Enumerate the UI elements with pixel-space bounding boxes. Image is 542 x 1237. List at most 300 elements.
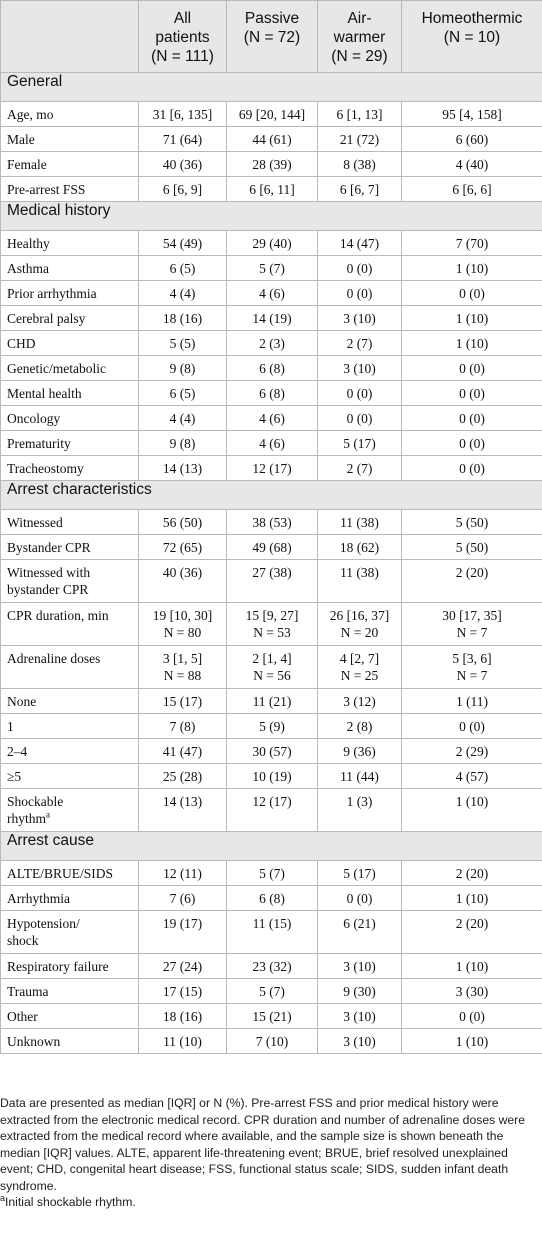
cell-text: 0 (0) bbox=[346, 411, 373, 426]
table-cell bbox=[227, 431, 318, 456]
row-label-text: Unknown bbox=[7, 1034, 61, 1049]
table-cell bbox=[402, 911, 542, 954]
header-text: (N = 29) bbox=[331, 48, 388, 65]
row-label-text: Cerebral palsy bbox=[7, 311, 86, 326]
row-label bbox=[1, 406, 139, 431]
row-label bbox=[1, 603, 139, 646]
table-cell bbox=[318, 456, 402, 481]
table-cell bbox=[139, 979, 227, 1004]
row-label-text: Prematurity bbox=[7, 436, 71, 451]
row-label-text: Female bbox=[7, 157, 47, 172]
cell-text: 12 (11) bbox=[163, 866, 202, 881]
cell-text: 69 [20, 144] bbox=[238, 107, 306, 122]
header-text: (N = 111) bbox=[151, 48, 214, 65]
cell-text: 6 [6, 6] bbox=[452, 182, 492, 197]
table-row bbox=[1, 646, 542, 689]
row-label-text: None bbox=[7, 694, 37, 709]
table-cell bbox=[227, 231, 318, 256]
table-row bbox=[1, 456, 542, 481]
cell-text: 11 (21) bbox=[252, 694, 292, 709]
cell-text: 31 [6, 135] bbox=[152, 107, 213, 122]
footnote-text: Data are presented as median [IQR] or N (%). Pre-arrest FSS and prior medical history were extracted from the electronic medical record. CPR duration and number of adrenaline doses were extracted from the medical record where available, and the sample size is shown beneath the median [IQR] values. ALTE, apparent life-threatening event; BRUE, brief resolved unexplained event; CHD, congenital heart disease; FSS, functional status scale; SIDS, sudden infant death syndrome. bbox=[0, 1096, 526, 1193]
header-blank bbox=[1, 1, 139, 73]
table-row bbox=[1, 560, 542, 603]
row-label-text: Adrenaline doses bbox=[7, 651, 101, 666]
cell-text: 0 (0) bbox=[346, 386, 373, 401]
table-cell bbox=[139, 954, 227, 979]
header-air-warmer bbox=[318, 1, 402, 73]
table-cell bbox=[227, 127, 318, 152]
table-row bbox=[1, 911, 542, 954]
table-cell bbox=[402, 789, 542, 832]
header-row bbox=[1, 1, 542, 73]
header-text: patients bbox=[155, 29, 210, 46]
table-row bbox=[1, 331, 542, 356]
row-label bbox=[1, 127, 139, 152]
cell-text: 4 (4) bbox=[169, 411, 196, 426]
table-cell bbox=[402, 954, 542, 979]
cell-text: 1 (10) bbox=[455, 891, 489, 906]
row-label-text: Pre-arrest FSS bbox=[7, 182, 86, 197]
table-cell bbox=[402, 510, 542, 535]
table-cell bbox=[227, 714, 318, 739]
table-cell bbox=[139, 1029, 227, 1054]
row-label-text: rhythm bbox=[7, 811, 46, 826]
table-cell bbox=[318, 603, 402, 646]
table-cell bbox=[139, 764, 227, 789]
table-cell bbox=[402, 177, 542, 202]
table-cell bbox=[139, 861, 227, 886]
cell-text: 4 (57) bbox=[455, 769, 489, 784]
row-label-text: Genetic/metabolic bbox=[7, 361, 106, 376]
cell-text: 1 (10) bbox=[455, 261, 489, 276]
cell-text: 4 (6) bbox=[259, 286, 285, 301]
cell-text: 2 (20) bbox=[455, 916, 489, 931]
table-cell bbox=[227, 152, 318, 177]
row-label bbox=[1, 560, 139, 603]
row-label bbox=[1, 1004, 139, 1029]
cell-text: N = 7 bbox=[456, 668, 488, 683]
cell-text: 21 (72) bbox=[339, 132, 380, 147]
row-label-text: CPR duration, min bbox=[7, 608, 109, 623]
header-text: (N = 10) bbox=[443, 29, 501, 46]
cell-text: 3 (10) bbox=[343, 1009, 376, 1024]
cell-text: 6 (8) bbox=[259, 386, 285, 401]
table-cell bbox=[402, 256, 542, 281]
footnote-marker-text: Initial shockable rhythm. bbox=[5, 1195, 136, 1209]
row-label-text: Witnessed bbox=[7, 515, 63, 530]
row-label bbox=[1, 281, 139, 306]
cell-text: 5 (17) bbox=[343, 866, 376, 881]
table-cell bbox=[227, 861, 318, 886]
table-cell bbox=[139, 431, 227, 456]
table-row bbox=[1, 739, 542, 764]
cell-text: N = 20 bbox=[340, 625, 379, 640]
cell-text: 1 (11) bbox=[455, 694, 489, 709]
cell-text: 3 (10) bbox=[343, 959, 376, 974]
table-cell bbox=[227, 560, 318, 603]
cell-text: 49 (68) bbox=[252, 540, 292, 555]
table-row bbox=[1, 127, 542, 152]
row-label-text: Healthy bbox=[7, 236, 50, 251]
cell-text: 6 (21) bbox=[343, 916, 376, 931]
row-label-text: Asthma bbox=[7, 261, 49, 276]
table-cell bbox=[139, 510, 227, 535]
table-cell bbox=[318, 431, 402, 456]
cell-text: 12 (17) bbox=[252, 794, 292, 809]
table-cell bbox=[318, 510, 402, 535]
table-row bbox=[1, 979, 542, 1004]
table-cell bbox=[318, 979, 402, 1004]
row-label-text: Arrhythmia bbox=[7, 891, 70, 906]
cell-text: 18 (16) bbox=[162, 1009, 203, 1024]
header-homeothermic bbox=[402, 1, 542, 73]
row-label-text: bystander CPR bbox=[7, 582, 89, 597]
table-cell bbox=[402, 861, 542, 886]
row-label bbox=[1, 356, 139, 381]
cell-text: 2 [1, 4] bbox=[252, 651, 292, 666]
table-cell bbox=[227, 689, 318, 714]
table-cell bbox=[318, 1029, 402, 1054]
table-cell bbox=[227, 1004, 318, 1029]
table-row bbox=[1, 406, 542, 431]
row-label bbox=[1, 1029, 139, 1054]
table-cell bbox=[318, 381, 402, 406]
row-label bbox=[1, 954, 139, 979]
row-label-text: Bystander CPR bbox=[7, 540, 91, 555]
table-cell bbox=[227, 256, 318, 281]
row-label bbox=[1, 510, 139, 535]
cell-text: N = 53 bbox=[253, 625, 291, 640]
cell-text: 3 (10) bbox=[343, 1034, 376, 1049]
table-cell bbox=[227, 646, 318, 689]
table-row bbox=[1, 177, 542, 202]
header-all-patients bbox=[139, 1, 227, 73]
cell-text: 1 (3) bbox=[346, 794, 373, 809]
row-label bbox=[1, 102, 139, 127]
cell-text: 5 (5) bbox=[169, 336, 196, 351]
cell-text: 15 [9, 27] bbox=[245, 608, 299, 623]
table-cell bbox=[318, 306, 402, 331]
cell-text: 6 [6, 11] bbox=[249, 182, 295, 197]
table-cell bbox=[139, 256, 227, 281]
table-cell bbox=[318, 406, 402, 431]
table-cell bbox=[402, 689, 542, 714]
cell-text: 7 (8) bbox=[169, 719, 196, 734]
row-label-text: Witnessed with bbox=[7, 565, 91, 580]
table-cell bbox=[139, 739, 227, 764]
cell-text: 0 (0) bbox=[346, 286, 373, 301]
header-text: Air- bbox=[347, 10, 372, 27]
cell-text: 5 (50) bbox=[455, 540, 489, 555]
cell-text: 2 (7) bbox=[346, 461, 373, 476]
row-label bbox=[1, 177, 139, 202]
table-cell bbox=[402, 331, 542, 356]
table-cell bbox=[402, 764, 542, 789]
cell-text: 9 (36) bbox=[343, 744, 376, 759]
table-cell bbox=[318, 861, 402, 886]
row-label-text: Oncology bbox=[7, 411, 61, 426]
cell-text: 28 (39) bbox=[252, 157, 292, 172]
cell-text: 12 (17) bbox=[252, 461, 292, 476]
row-label bbox=[1, 256, 139, 281]
row-label-text: 2–4 bbox=[7, 744, 28, 759]
table-cell bbox=[318, 954, 402, 979]
table-cell bbox=[139, 714, 227, 739]
table-cell bbox=[227, 177, 318, 202]
cell-text: 7 (70) bbox=[455, 236, 489, 251]
section-header-row bbox=[1, 202, 542, 231]
footnote-marker-line bbox=[0, 1194, 542, 1211]
table-cell bbox=[402, 281, 542, 306]
cell-text: 40 (36) bbox=[162, 565, 203, 580]
table-row bbox=[1, 789, 542, 832]
cell-text: 5 (7) bbox=[259, 261, 285, 276]
table-cell bbox=[139, 911, 227, 954]
table-cell bbox=[227, 102, 318, 127]
cell-text: 5 (50) bbox=[455, 515, 489, 530]
header-text: (N = 72) bbox=[243, 29, 301, 46]
row-label-text: Shockable bbox=[7, 794, 64, 809]
table-cell bbox=[318, 535, 402, 560]
row-label-text: Male bbox=[7, 132, 35, 147]
cell-text: 40 (36) bbox=[162, 157, 203, 172]
row-label bbox=[1, 911, 139, 954]
cell-text: 26 [16, 37] bbox=[329, 608, 390, 623]
row-label-footnote-marker: a bbox=[46, 809, 50, 820]
cell-text: N = 25 bbox=[340, 668, 379, 683]
cell-text: 54 (49) bbox=[162, 236, 203, 251]
cell-text: 71 (64) bbox=[162, 132, 203, 147]
table-row bbox=[1, 102, 542, 127]
table-cell bbox=[139, 535, 227, 560]
header-text: Passive bbox=[244, 10, 300, 27]
table-cell bbox=[318, 560, 402, 603]
row-label bbox=[1, 714, 139, 739]
table-cell bbox=[227, 406, 318, 431]
table-cell bbox=[227, 1029, 318, 1054]
cell-text: 7 (6) bbox=[169, 891, 196, 906]
table-row bbox=[1, 764, 542, 789]
section-header-row bbox=[1, 73, 542, 102]
table-cell bbox=[139, 886, 227, 911]
row-label bbox=[1, 331, 139, 356]
table-cell bbox=[139, 689, 227, 714]
row-label-text: Mental health bbox=[7, 386, 82, 401]
table-cell bbox=[139, 456, 227, 481]
cell-text: 38 (53) bbox=[252, 515, 292, 530]
header-text: All bbox=[173, 10, 192, 27]
section-title: Medical history bbox=[1, 202, 542, 231]
cell-text: 18 (16) bbox=[162, 311, 203, 326]
cell-text: 6 (8) bbox=[259, 361, 285, 376]
table-cell bbox=[227, 381, 318, 406]
table-cell bbox=[402, 306, 542, 331]
table-row bbox=[1, 886, 542, 911]
table-cell bbox=[402, 646, 542, 689]
cell-text: 9 (8) bbox=[169, 361, 196, 376]
table-cell bbox=[227, 789, 318, 832]
row-label-text: Age, mo bbox=[7, 107, 54, 122]
table-row bbox=[1, 381, 542, 406]
row-label bbox=[1, 979, 139, 1004]
table-cell bbox=[402, 603, 542, 646]
cell-text: 14 (47) bbox=[339, 236, 380, 251]
cell-text: 2 (20) bbox=[455, 565, 489, 580]
section-title: Arrest cause bbox=[1, 832, 542, 861]
cell-text: 5 (7) bbox=[259, 984, 285, 999]
table-cell bbox=[318, 1004, 402, 1029]
cell-text: 11 (15) bbox=[252, 916, 292, 931]
cell-text: 44 (61) bbox=[252, 132, 292, 147]
table-cell bbox=[318, 256, 402, 281]
cell-text: 1 (10) bbox=[455, 311, 489, 326]
row-label bbox=[1, 456, 139, 481]
table-cell bbox=[318, 152, 402, 177]
table-cell bbox=[139, 331, 227, 356]
cell-text: 11 (44) bbox=[340, 769, 379, 784]
table-cell bbox=[318, 789, 402, 832]
table-cell bbox=[318, 127, 402, 152]
table-row bbox=[1, 535, 542, 560]
cell-text: 0 (0) bbox=[459, 461, 485, 476]
table-cell bbox=[402, 1029, 542, 1054]
cell-text: 3 (30) bbox=[455, 984, 489, 999]
cell-text: N = 80 bbox=[163, 625, 202, 640]
cell-text: 6 [1, 13] bbox=[336, 107, 383, 122]
cell-text: 0 (0) bbox=[459, 361, 485, 376]
table-cell bbox=[318, 646, 402, 689]
table-row bbox=[1, 356, 542, 381]
cell-text: 6 (8) bbox=[259, 891, 285, 906]
row-label bbox=[1, 886, 139, 911]
section-header-row bbox=[1, 832, 542, 861]
cell-text: 27 (38) bbox=[252, 565, 292, 580]
row-label-text: shock bbox=[7, 933, 39, 948]
table-cell bbox=[402, 739, 542, 764]
section-title: General bbox=[1, 73, 542, 102]
cell-text: 5 [3, 6] bbox=[452, 651, 492, 666]
row-label-text: ALTE/BRUE/SIDS bbox=[7, 866, 114, 881]
table-cell bbox=[227, 456, 318, 481]
table-cell bbox=[139, 306, 227, 331]
table-cell bbox=[139, 789, 227, 832]
table-cell bbox=[227, 281, 318, 306]
cell-text: 0 (0) bbox=[459, 386, 485, 401]
cell-text: 6 (60) bbox=[455, 132, 489, 147]
cell-text: 23 (32) bbox=[252, 959, 292, 974]
table-cell bbox=[139, 560, 227, 603]
table-cell bbox=[139, 177, 227, 202]
cell-text: 14 (13) bbox=[162, 461, 203, 476]
table-cell bbox=[139, 1004, 227, 1029]
cell-text: 15 (17) bbox=[162, 694, 203, 709]
table-cell bbox=[402, 381, 542, 406]
cell-text: 19 [10, 30] bbox=[152, 608, 213, 623]
row-label bbox=[1, 306, 139, 331]
table-cell bbox=[227, 739, 318, 764]
cell-text: 4 (40) bbox=[455, 157, 489, 172]
table-row bbox=[1, 603, 542, 646]
cell-text: N = 88 bbox=[163, 668, 202, 683]
cell-text: 2 (8) bbox=[346, 719, 373, 734]
table-cell bbox=[402, 431, 542, 456]
cell-text: 4 [2, 7] bbox=[339, 651, 380, 666]
table-cell bbox=[139, 127, 227, 152]
table-cell bbox=[227, 306, 318, 331]
table-cell bbox=[139, 356, 227, 381]
row-label-text: ≥5 bbox=[7, 769, 22, 784]
table-cell bbox=[318, 689, 402, 714]
row-label-text: Other bbox=[7, 1009, 38, 1024]
row-label-text: Tracheostomy bbox=[7, 461, 84, 476]
cell-text: 3 (12) bbox=[343, 694, 376, 709]
cell-text: 2 (7) bbox=[346, 336, 373, 351]
table-cell bbox=[227, 979, 318, 1004]
table-cell bbox=[402, 535, 542, 560]
cell-text: 56 (50) bbox=[162, 515, 203, 530]
cell-text: 25 (28) bbox=[162, 769, 203, 784]
table-cell bbox=[318, 911, 402, 954]
cell-text: 7 (10) bbox=[255, 1034, 289, 1049]
footnote-marker: a bbox=[0, 1192, 6, 1203]
table-cell bbox=[227, 954, 318, 979]
table-cell bbox=[402, 356, 542, 381]
row-label bbox=[1, 861, 139, 886]
table-row bbox=[1, 306, 542, 331]
table-cell bbox=[139, 102, 227, 127]
cell-text: 5 (7) bbox=[259, 866, 285, 881]
cell-text: 11 (10) bbox=[163, 1034, 202, 1049]
cell-text: 6 (5) bbox=[169, 261, 196, 276]
row-label bbox=[1, 764, 139, 789]
table-cell bbox=[402, 102, 542, 127]
row-label bbox=[1, 381, 139, 406]
table-cell bbox=[139, 603, 227, 646]
cell-text: 2 (20) bbox=[455, 866, 489, 881]
cell-text: 11 (38) bbox=[340, 565, 379, 580]
section-header-row bbox=[1, 481, 542, 510]
row-label-text: 1 bbox=[7, 719, 14, 734]
cell-text: 11 (38) bbox=[340, 515, 379, 530]
table-cell bbox=[318, 714, 402, 739]
cell-text: 17 (15) bbox=[162, 984, 203, 999]
table-footnote bbox=[0, 1095, 542, 1211]
table-cell bbox=[318, 281, 402, 306]
cell-text: 15 (21) bbox=[252, 1009, 292, 1024]
row-label bbox=[1, 789, 139, 832]
table-cell bbox=[227, 886, 318, 911]
table-cell bbox=[402, 456, 542, 481]
table-cell bbox=[402, 1004, 542, 1029]
table-cell bbox=[318, 764, 402, 789]
table-row bbox=[1, 954, 542, 979]
cell-text: 9 (8) bbox=[169, 436, 196, 451]
cell-text: 6 [6, 7] bbox=[339, 182, 380, 197]
table-row bbox=[1, 281, 542, 306]
row-label bbox=[1, 689, 139, 714]
cell-text: 0 (0) bbox=[346, 261, 373, 276]
table-cell bbox=[227, 510, 318, 535]
table-cell bbox=[318, 102, 402, 127]
row-label-text: CHD bbox=[7, 336, 36, 351]
cell-text: 3 (10) bbox=[343, 311, 376, 326]
table-row bbox=[1, 1029, 542, 1054]
table-cell bbox=[227, 356, 318, 381]
cell-text: 2 (3) bbox=[259, 336, 285, 351]
cell-text: 1 (10) bbox=[455, 336, 489, 351]
cell-text: 9 (30) bbox=[343, 984, 376, 999]
